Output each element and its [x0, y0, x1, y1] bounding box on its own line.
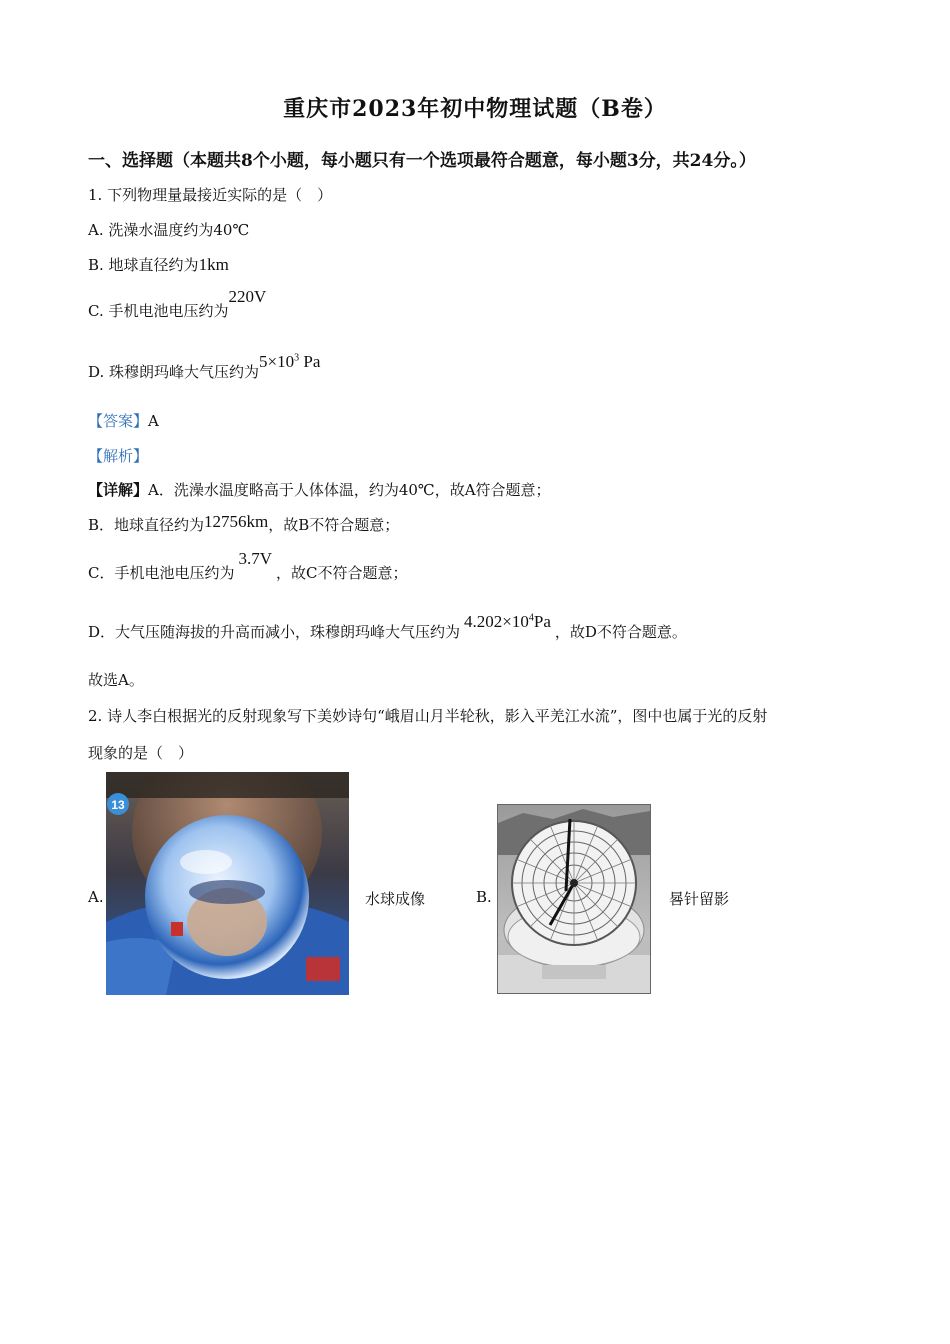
- detail-d-math: [464, 612, 551, 631]
- q1-option-b-math: 1km: [198, 255, 229, 274]
- analysis-tag: 【解析】: [88, 447, 149, 465]
- answer-value: A: [148, 412, 159, 430]
- q1-option-a: A. 洗澡水温度约为40℃: [88, 221, 250, 239]
- detail-tag: 【详解】: [88, 481, 149, 499]
- q1-option-d: [88, 352, 321, 382]
- q2-option-a-label: A.: [88, 888, 104, 906]
- q1-option-c-math: 220V: [228, 287, 267, 306]
- q1-stem: 1. 下列物理量最接近实际的是（ ）: [88, 186, 333, 204]
- q2-stem-line2: 现象的是（ ）: [88, 744, 194, 762]
- q2-option-b-caption: 晷针留影: [669, 890, 730, 908]
- q1-answer: [88, 410, 159, 431]
- photo-badge-number: 13: [111, 798, 125, 812]
- q2-stem-line1: 2. 诗人李白根据光的反射现象写下美妙诗句“峨眉山月半轮秋，影入平羌江水流”，图中也属于光的反射: [88, 707, 768, 725]
- detail-a: [88, 479, 551, 500]
- detail-c: [88, 549, 408, 583]
- detail-d-pre: D．大气压随海拔的升高而减小，珠穆朗玛峰大气压约为: [88, 623, 461, 641]
- q1-option-d-math: [259, 352, 320, 371]
- answer-tag: 【答案】: [88, 412, 149, 430]
- detail-b-math: 12756km: [204, 512, 269, 531]
- q2-option-a-caption: 水球成像: [365, 890, 426, 908]
- q1-option-d-base: 5×10: [259, 352, 295, 371]
- q1-option-b-text: B. 地球直径约为: [88, 256, 199, 274]
- q1-option-c: [88, 287, 267, 321]
- q1-option-c-text: C. 手机电池电压约为: [88, 302, 229, 320]
- detail-a-text: A．洗澡水温度略高于人体体温，约为40℃，故A符合题意；: [148, 481, 551, 499]
- sundial-photo: [497, 804, 651, 994]
- detail-c-post: ，故C不符合题意；: [276, 564, 408, 582]
- q1-conclusion: 故选A。: [88, 671, 144, 689]
- detail-d: [88, 612, 687, 642]
- page-title: 重庆市2023年初中物理试题（B卷）: [283, 96, 667, 122]
- detail-d-base: 4.202×10: [464, 612, 529, 631]
- detail-b-pre: B．地球直径约为: [88, 516, 205, 534]
- detail-d-post: ，故D不符合题意。: [554, 623, 687, 641]
- q1-option-d-unit: Pa: [303, 352, 321, 371]
- detail-d-unit: Pa: [533, 612, 551, 631]
- detail-b-post: ，故B不符合题意；: [268, 516, 400, 534]
- q1-option-d-text: D. 珠穆朗玛峰大气压约为: [88, 363, 260, 381]
- q2-option-b-label: B.: [476, 888, 492, 906]
- detail-b: [88, 514, 399, 535]
- water-ball-photo: [106, 772, 349, 995]
- q1-option-b: [88, 254, 229, 275]
- section-heading: 一、选择题（本题共8个小题，每小题只有一个选项最符合题意，每小题3分，共24分。）: [88, 151, 756, 171]
- detail-c-math: 3.7V: [238, 549, 273, 568]
- q1-option-d-exp: 3: [294, 352, 300, 364]
- detail-c-pre: C．手机电池电压约为: [88, 564, 235, 582]
- detail-d-exp: 4: [528, 612, 534, 624]
